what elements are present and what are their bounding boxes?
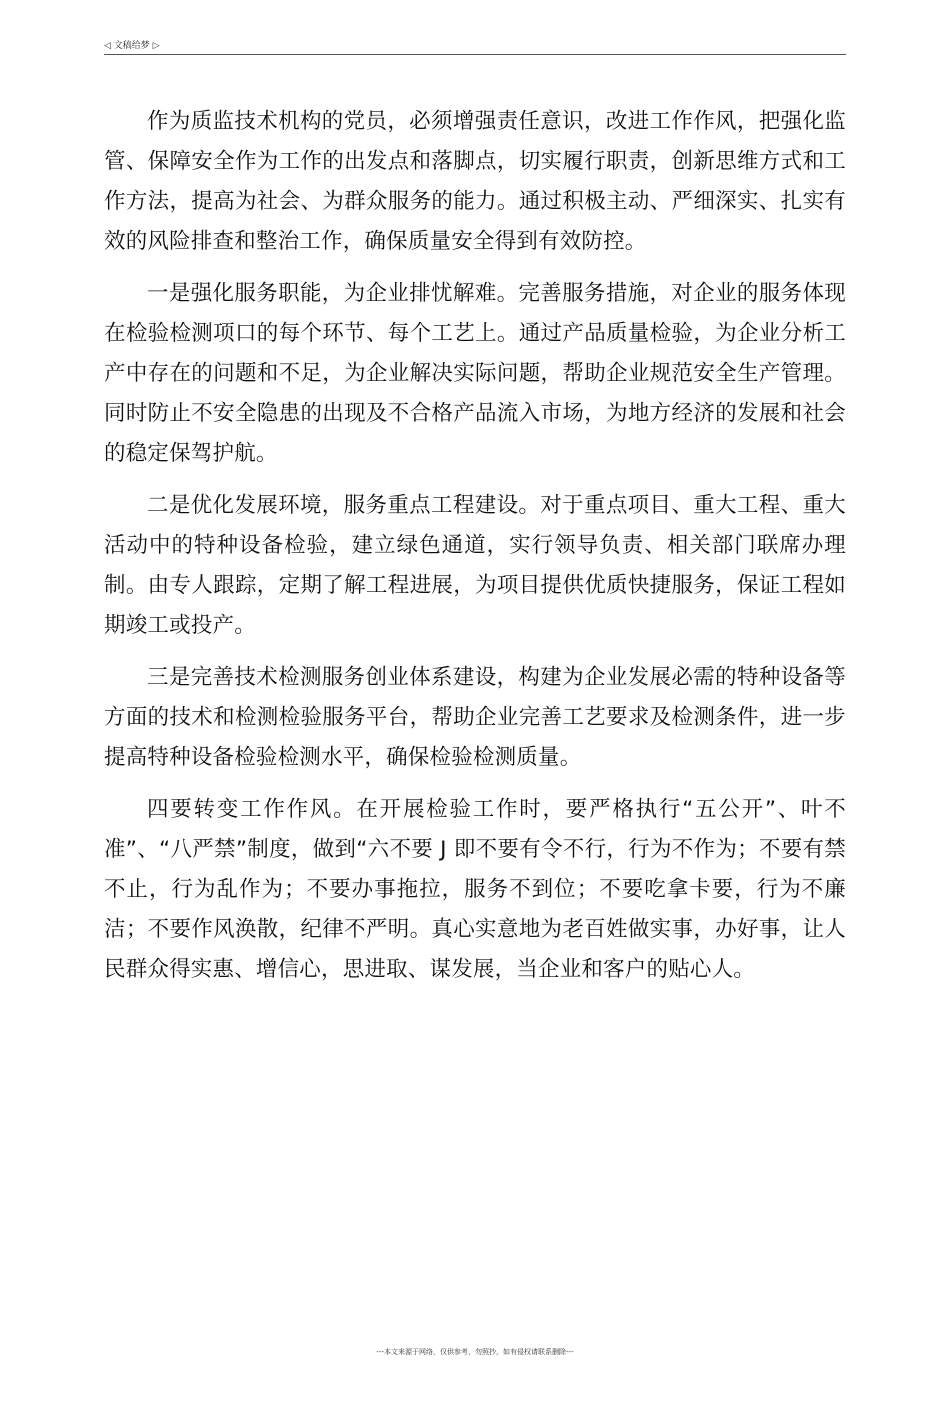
header-label: ◁ 文稿给梦 ▷ xyxy=(104,41,160,51)
paragraph-5: 四要转变工作作风。在开展检验工作时，要严格执行“五公开”、叶不准”、“八严禁”制度，做到“六不要 J 即不要有令不行，行为不作为；不要有禁不止，行为乱作为；不要办事拖拉，服务不到位；不要吃拿卡要，行为不廉洁；不要作风涣散，纪律不严明。真心实意地为老百姓做实事，办好事，让人民群众得实惠、增信心，思进取、谋发展，当企业和客户的贴心人。 xyxy=(104,797,846,982)
header-rule xyxy=(104,54,846,55)
page-footer: ---本文来源于网络，仅供参考，勿照抄，如有侵权请联系删除--- xyxy=(376,1348,574,1356)
paragraph-2: 一是强化服务职能，为企业排忧解难。完善服务措施，对企业的服务体现在检验检测项口的每个环节、每个工艺上。通过产品质量检验，为企业分析工产中存在的问题和不足，为企业解决实际问题，帮助企业规范安全生产管理。同时防止不安全隐患的出现及不合格产品流入市场，为地方经济的发展和社会的稳定保驾护航。 xyxy=(104,281,846,466)
document-body xyxy=(104,102,846,1002)
paragraph-1: 作为质监技术机构的党员，必须增强责任意识，改进工作作风，把强化监管、保障安全作为工作的出发点和落脚点，切实履行职责，创新思维方式和工作方法，提高为社会、为群众服务的能力。通过积极主动、严细深实、扎实有效的风险排查和整治工作，确保质量安全得到有效防控。 xyxy=(104,109,846,254)
paragraph-3: 二是优化发展环境，服务重点工程建设。对于重点项目、重大工程、重大活动中的特种设备检验，建立绿色通道，实行领导负责、相关部门联席办理制。由专人跟踪，定期了解工程进展，为项目提供优质快捷服务，保证工程如期竣工或投产。 xyxy=(104,493,846,638)
page-header xyxy=(104,40,846,56)
paragraph-4: 三是完善技术检测服务创业体系建设，构建为企业发展必需的特种设备等方面的技术和检测检验服务平台，帮助企业完善工艺要求及检测条件，进一步提高特种设备检验检测水平，确保检验检测质量。 xyxy=(104,665,846,770)
